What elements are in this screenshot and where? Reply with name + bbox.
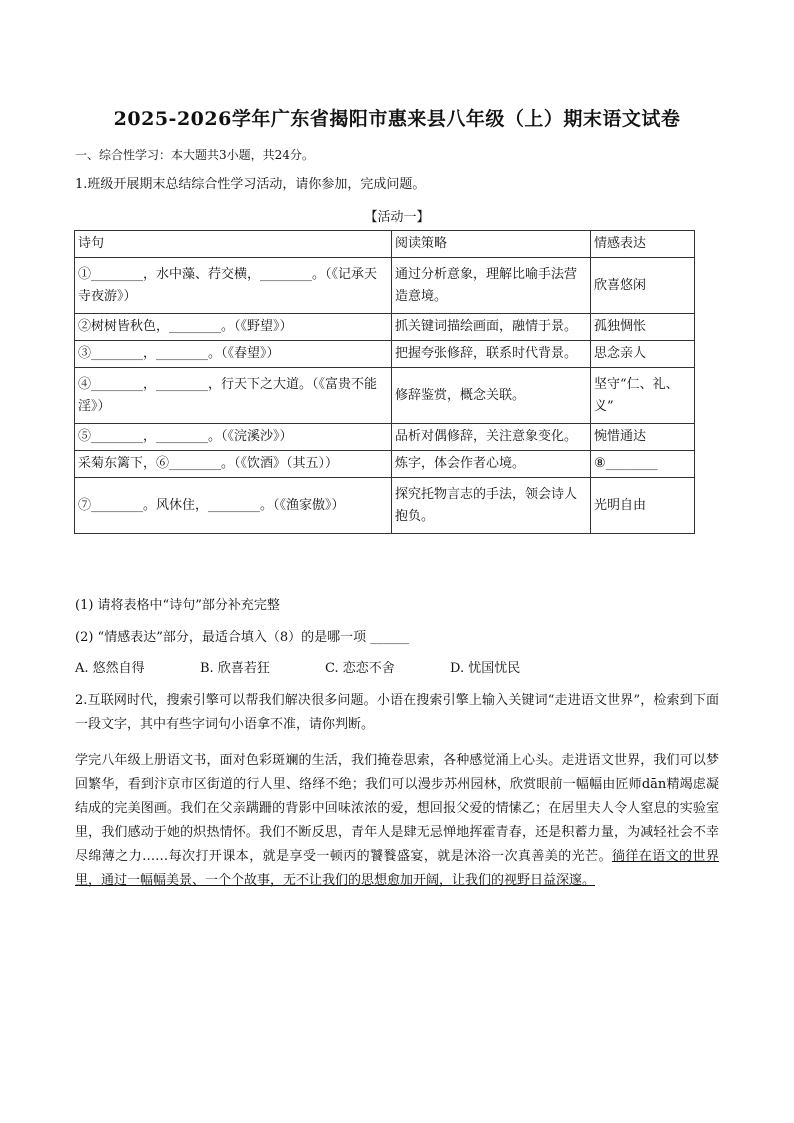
sub-question-1: (1) 请将表格中“诗句”部分补充完整 xyxy=(75,598,280,613)
strategy-cell: 通过分析意象，理解比喻手法营造意境。 xyxy=(392,258,591,314)
activity-caption: 【活动一】 xyxy=(364,210,430,225)
poetry-table xyxy=(74,230,695,534)
table-row xyxy=(75,314,695,341)
table-row xyxy=(75,424,695,451)
sub-question-2: (2) “情感表达”部分，最适合填入（8）的是哪一项 ______ xyxy=(75,630,410,645)
strategy-cell: 抓关键词描绘画面，融情于景。 xyxy=(392,314,591,341)
strategy-cell: 修辞鉴赏，概念关联。 xyxy=(392,368,591,424)
emotion-cell: 光明自由 xyxy=(591,478,695,534)
poem-cell: ⑦________。风休住，________。（《渔家傲》） xyxy=(75,478,392,534)
emotion-cell: 思念亲人 xyxy=(591,341,695,368)
section-heading: 一、综合性学习：本大题共3小题，共24分。 xyxy=(75,148,314,162)
options-row xyxy=(75,660,575,678)
table-row xyxy=(75,341,695,368)
poem-cell: ④________，________，行天下之大道。（《富贵不能淫》） xyxy=(75,368,392,424)
exam-title: 2025-2026学年广东省揭阳市惠来县八年级（上）期末语文试卷 xyxy=(113,108,681,130)
emotion-cell: 欣喜悠闲 xyxy=(591,258,695,314)
table-row xyxy=(75,451,695,478)
header-strategy: 阅读策略 xyxy=(392,231,591,258)
strategy-cell: 品析对偶修辞，关注意象变化。 xyxy=(392,424,591,451)
emotion-cell: 孤独惆怅 xyxy=(591,314,695,341)
emotion-cell: 惋惜通达 xyxy=(591,424,695,451)
option-d: D. 忧国忧民 xyxy=(450,661,521,676)
strategy-cell: 炼字，体会作者心境。 xyxy=(392,451,591,478)
table-header-row xyxy=(75,231,695,258)
header-emotion: 情感表达 xyxy=(591,231,695,258)
underlined-sentence: 徜徉在语文的世界里，通过一幅幅美景、一个个故事，无不让我们的思想愈加开阔，让我们的视野日益深邃。 xyxy=(75,849,719,888)
question-2-passage xyxy=(75,749,719,893)
poem-cell: ③________，________。（《春望》） xyxy=(75,341,392,368)
poem-cell: ①________，水中藻、荇交横，________。（《记承天寺夜游》） xyxy=(75,258,392,314)
option-b: B. 欣喜若狂 xyxy=(200,661,270,676)
emotion-cell: 坚守“仁、礼、义” xyxy=(591,368,695,424)
option-a: A. 悠然自得 xyxy=(75,661,145,676)
header-poem: 诗句 xyxy=(75,231,392,258)
strategy-cell: 探究托物言志的手法，领会诗人抱负。 xyxy=(392,478,591,534)
passage-text: 学完八年级上册语文书，面对色彩斑斓的生活，我们掩卷思索，各种感觉涌上心头。走进语文世界，我们可以梦回繁华，看到汴京市区街道的行人里、络绎不绝；我们可以漫步苏州园林，欣赏眼前一幅幅由匠师dān精竭虑凝结成的完美图画。我们在父亲蹒跚的背影中回味浓浓的爱，想回报父爱的情愫乙；在居里夫人令人窒息的实验室里，我们感动于她的炽热情怀。我们不断反思，青年人是肆无忌惮地挥霍青春，还是积蓄力量，为减轻社会不幸尽绵薄之力……每次打开课本，就是享受一顿丙的饕餮盛宴，就是沐浴一次真善美的光芒。 xyxy=(75,753,719,864)
table-row xyxy=(75,258,695,314)
poem-cell: ⑤________，________。（《浣溪沙》） xyxy=(75,424,392,451)
strategy-cell: 把握夸张修辞，联系时代背景。 xyxy=(392,341,591,368)
option-c: C. 恋恋不舍 xyxy=(325,661,395,676)
question-1-stem: 1.班级开展期末总结综合性学习活动，请你参加，完成问题。 xyxy=(75,177,426,192)
poem-cell: 采菊东篱下，⑥________。（《饮酒》（其五）） xyxy=(75,451,392,478)
emotion-cell: ⑧________ xyxy=(591,451,695,478)
table-row xyxy=(75,478,695,534)
table-row xyxy=(75,368,695,424)
question-2-stem: 2.互联网时代，搜索引擎可以帮我们解决很多问题。小语在搜索引擎上输入关键词“走进语文世界”，检索到下面一段文字，其中有些字词句小语拿不准，请你判断。 xyxy=(75,693,719,732)
poem-cell: ②树树皆秋色，________。（《野望》） xyxy=(75,314,392,341)
